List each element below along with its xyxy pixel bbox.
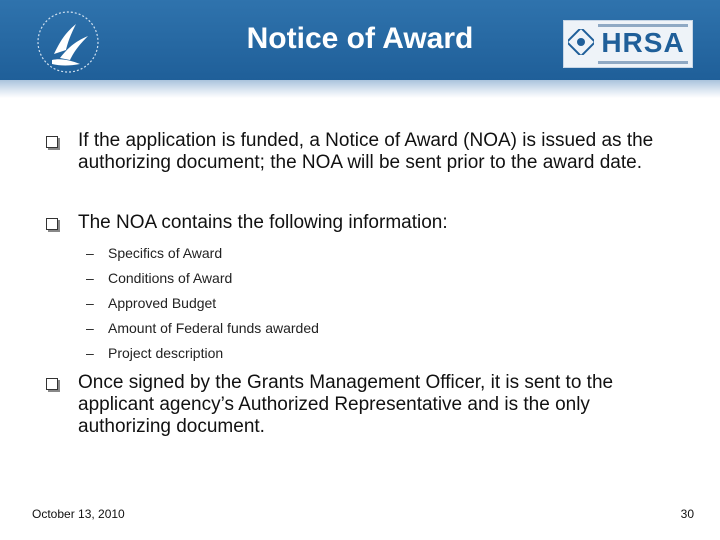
dash-bullet: – [86, 320, 94, 336]
sub-list-item [86, 320, 319, 336]
sub-list-item [86, 345, 223, 361]
slide-header [0, 0, 720, 80]
hrsa-logo-text: HRSA [601, 27, 685, 58]
square-bullet-icon [46, 378, 58, 390]
dash-bullet: – [86, 345, 94, 361]
header-gradient-band [0, 80, 720, 98]
hhs-eagle-logo-icon [30, 8, 110, 76]
bullet-text: If the application is funded, a Notice of Award (NOA) is issued as the authorizing document; the NOA will be sent prior to the award date. [78, 130, 654, 173]
sub-list-item [86, 295, 216, 311]
bullet-text: The NOA contains the following information: [78, 212, 448, 233]
sub-item-text: Approved Budget [108, 295, 217, 311]
footer-date: October 13, 2010 [32, 507, 125, 521]
dash-bullet: – [86, 270, 94, 286]
sub-item-text: Specifics of Award [108, 245, 223, 261]
dash-bullet: – [86, 245, 94, 261]
hrsa-logo [563, 20, 693, 68]
sub-list-item [86, 245, 222, 261]
sub-item-text: Amount of Federal funds awarded [108, 320, 319, 336]
dash-bullet: – [86, 295, 94, 311]
slide-title: Notice of Award [246, 22, 474, 55]
page-number: 30 [680, 507, 694, 521]
logo-rule-bottom [598, 61, 688, 64]
sub-item-text: Project description [108, 345, 224, 361]
sub-item-text: Conditions of Award [108, 270, 233, 286]
bullet-text: Once signed by the Grants Management Officer, it is sent to the applicant agency’s Authorized Representative and is the only authorizing document. [78, 372, 614, 437]
sub-list-item [86, 270, 232, 286]
hrsa-seal-icon [568, 29, 594, 55]
square-bullet-icon [46, 218, 58, 230]
square-bullet-icon [46, 136, 58, 148]
